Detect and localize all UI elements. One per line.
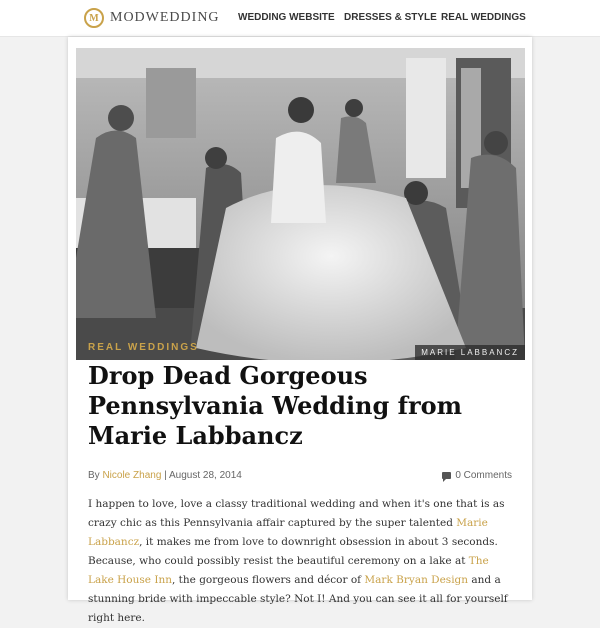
body-text-1: I happen to love, love a classy traditional wedding and when it's one that is as crazy chic as this Pennsylvania affair captured by the super talented bbox=[88, 498, 505, 529]
body-text-2: , it makes me from love to downright obsession in about 3 seconds. Because, who could possibly resist the beautiful ceremony on a lake at bbox=[88, 536, 498, 567]
nav-dresses-style[interactable]: DRESSES & STYLE bbox=[344, 12, 437, 23]
byline-prefix: By bbox=[88, 470, 100, 481]
nav-real-weddings[interactable]: REAL WEDDINGS bbox=[441, 12, 526, 23]
comments-link[interactable] bbox=[442, 470, 512, 481]
publish-date: August 28, 2014 bbox=[169, 470, 242, 481]
byline bbox=[88, 470, 242, 481]
logo-icon: M bbox=[84, 8, 104, 28]
photographer-link[interactable]: Marie Labbancz bbox=[88, 517, 488, 548]
category-label[interactable]: REAL WEDDINGS bbox=[88, 342, 199, 353]
article-title: Drop Dead Gorgeous Pennsylvania Wedding from Marie Labbancz bbox=[88, 361, 463, 450]
author-link[interactable]: Nicole Zhang bbox=[102, 470, 162, 481]
comments-count: 0 Comments bbox=[455, 470, 512, 481]
site-header bbox=[0, 0, 600, 37]
venue-link[interactable]: The Lake House Inn bbox=[88, 555, 489, 586]
designer-link[interactable]: Mark Bryan Design bbox=[364, 574, 469, 586]
logo-text: MODWEDDING bbox=[110, 10, 220, 25]
nav-wedding-website[interactable]: WEDDING WEBSITE bbox=[238, 12, 335, 23]
wedding-photo-image bbox=[76, 48, 525, 360]
comment-bubble-icon bbox=[442, 472, 451, 479]
hero-photo[interactable] bbox=[76, 48, 525, 360]
photo-credit: MARIE LABBANCZ bbox=[415, 345, 525, 360]
site-logo[interactable] bbox=[84, 6, 220, 30]
article-card bbox=[68, 37, 532, 624]
meta-separator: | bbox=[164, 470, 167, 481]
body-text-4: and a stunning bride with impeccable style? Not I! And you can see it all for yourself right here. bbox=[88, 574, 508, 624]
body-text-3: , the gorgeous flowers and décor of bbox=[172, 574, 365, 586]
article-meta bbox=[88, 470, 512, 481]
article-body bbox=[88, 495, 516, 628]
